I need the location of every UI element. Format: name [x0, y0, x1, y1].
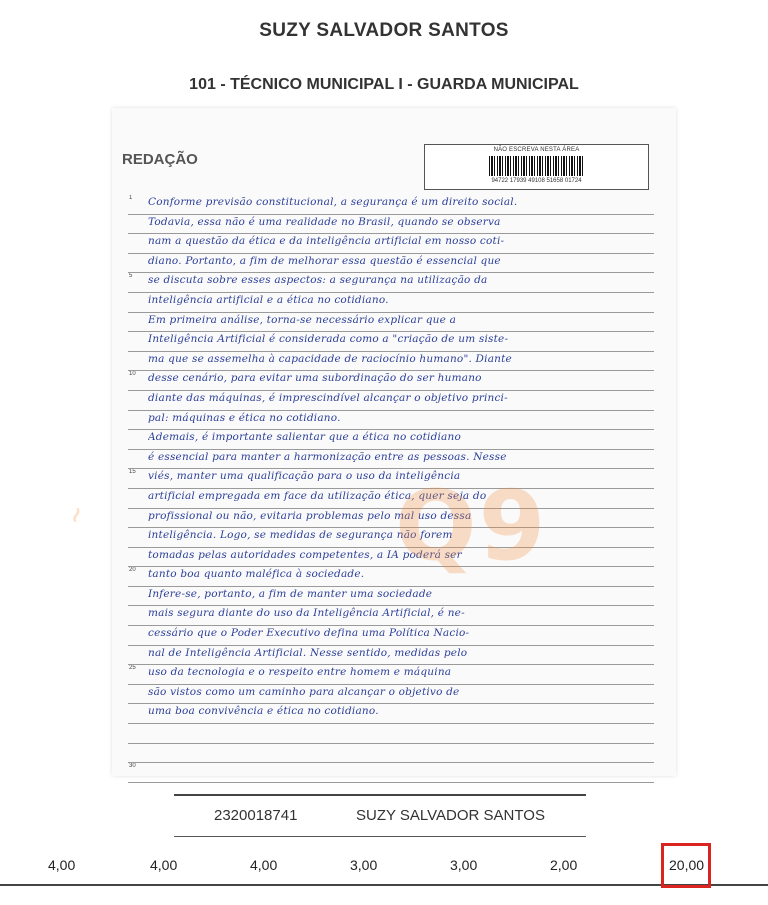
- total-score: 20,00: [669, 857, 705, 873]
- handwritten-text: nam a questão da ética e da inteligência artificial em nosso coti-: [148, 235, 505, 248]
- essay-line: [128, 489, 654, 509]
- essay-line: [128, 450, 654, 470]
- essay-line: [128, 391, 654, 411]
- handwritten-text: Conforme previsão constitucional, a segurança é um direito social.: [148, 196, 518, 208]
- essay-line: [128, 332, 654, 352]
- essay-line: [128, 195, 654, 215]
- handwritten-text: desse cenário, para evitar uma subordinação do ser humano: [148, 372, 482, 385]
- handwritten-text: nal de Inteligência Artificial. Nesse sentido, medidas pelo: [148, 646, 468, 659]
- footer-candidate-name: SUZY SALVADOR SANTOS: [356, 807, 545, 824]
- essay-line: [128, 293, 654, 313]
- handwritten-text: Todavia, essa não é uma realidade no Brasil, quando se observa: [148, 215, 501, 228]
- line-number: 20: [129, 567, 136, 574]
- essay-line: [128, 763, 654, 783]
- handwritten-text: cessário que o Poder Executivo defina uma Política Nacio-: [148, 627, 470, 640]
- handwritten-text: Infere-se, portanto, a fim de manter uma sociedade: [148, 587, 433, 600]
- essay-line: [128, 548, 654, 568]
- essay-line: [128, 509, 654, 529]
- handwritten-text: são vistos como um caminho para alcançar o objetivo de: [148, 685, 460, 698]
- essay-line: [128, 744, 654, 764]
- handwritten-text: uma boa convivência e ética no cotidiano.: [148, 705, 379, 718]
- essay-line: [128, 704, 654, 724]
- handwritten-text: ma que se assemelha à capacidade de raciocínio humano". Diante: [148, 352, 512, 365]
- candidate-name-title: SUZY SALVADOR SANTOS: [259, 20, 509, 41]
- handwritten-text: artificial empregada em face da utilização ética, quer seja do: [148, 489, 487, 502]
- handwritten-text: tanto boa quanto maléfica à sociedade.: [148, 568, 365, 581]
- registration-number: 2320018741: [214, 807, 298, 824]
- score-cell: 4,00: [250, 857, 278, 873]
- essay-line: [128, 215, 654, 235]
- essay-line: [128, 313, 654, 333]
- handwritten-text: viés, manter uma qualificação para o uso da inteligência: [148, 470, 461, 483]
- essay-line: [128, 273, 654, 293]
- handwritten-text: mais segura diante do uso da Inteligência Artificial, é ne-: [148, 607, 465, 620]
- essay-line: [128, 685, 654, 705]
- essay-line: [128, 371, 654, 391]
- sheet-label: REDAÇÃO: [122, 151, 198, 168]
- essay-line: [128, 234, 654, 254]
- essay-line: [128, 626, 654, 646]
- score-cell: 2,00: [550, 857, 578, 873]
- essay-line: [128, 254, 654, 274]
- line-number: 15: [129, 469, 136, 476]
- watermark-side: ~: [62, 502, 92, 528]
- score-cell: 3,00: [350, 857, 378, 873]
- handwritten-text: tomadas pelas autoridades competentes, a IA poderá ser: [148, 548, 462, 561]
- essay-line: [128, 411, 654, 431]
- score-cell: 4,00: [48, 857, 76, 873]
- essay-line: [128, 430, 654, 450]
- line-number: 1: [129, 195, 133, 201]
- barcode-area: [424, 144, 649, 190]
- handwritten-text: Inteligência Artificial é considerada como a "criação de um siste-: [148, 333, 509, 346]
- handwritten-text: é essencial para manter a harmonização entre as pessoas. Nesse: [148, 450, 507, 463]
- handwritten-text: uso da tecnologia e o respeito entre homem e máquina: [148, 666, 452, 679]
- handwritten-text: se discuta sobre esses aspectos: a segurança na utilização da: [148, 274, 488, 287]
- handwritten-text: Ademais, é importante salientar que a ética no cotidiano: [148, 431, 462, 444]
- essay-line: [128, 606, 654, 626]
- essay-line: [128, 665, 654, 685]
- footer-id-bar: [174, 794, 586, 837]
- handwritten-text: Em primeira análise, torna-se necessário explicar que a: [148, 313, 457, 326]
- line-number: 10: [129, 371, 136, 378]
- line-number: 30: [129, 763, 136, 770]
- handwritten-text: pal: máquinas e ética no cotidiano.: [148, 411, 341, 424]
- essay-lines: [128, 195, 654, 783]
- scores-row: [0, 846, 768, 886]
- line-number: 5: [129, 273, 133, 280]
- essay-line: [128, 469, 654, 489]
- barcode-number: 94722 17939 49108 51658 01724: [491, 178, 582, 184]
- handwritten-text: profissional ou não, evitaria problemas pelo mal uso dessa: [148, 509, 472, 522]
- position-title: 101 - TÉCNICO MUNICIPAL I - GUARDA MUNICIPAL: [189, 76, 579, 93]
- essay-line: [128, 724, 654, 744]
- total-highlight-box: [661, 843, 711, 888]
- score-cell: 4,00: [150, 857, 178, 873]
- essay-line: [128, 646, 654, 666]
- score-cell: 3,00: [450, 857, 478, 873]
- watermark-logo: Q9: [395, 470, 548, 582]
- handwritten-text: inteligência. Logo, se medidas de segurança não forem: [148, 529, 453, 542]
- essay-line: [128, 567, 654, 587]
- handwritten-text: inteligência artificial e a ética no cotidiano.: [148, 293, 389, 306]
- essay-line: [128, 528, 654, 548]
- barcode-icon: [489, 156, 585, 176]
- line-number: 25: [129, 665, 136, 672]
- essay-sheet: [112, 108, 676, 776]
- barcode-notice: NÃO ESCREVA NESTA ÁREA: [493, 147, 580, 153]
- essay-line: [128, 352, 654, 372]
- handwritten-text: diano. Portanto, a fim de melhorar essa questão é essencial que: [148, 254, 501, 267]
- handwritten-text: diante das máquinas, é imprescindível alcançar o objetivo princi-: [148, 391, 508, 404]
- essay-line: [128, 587, 654, 607]
